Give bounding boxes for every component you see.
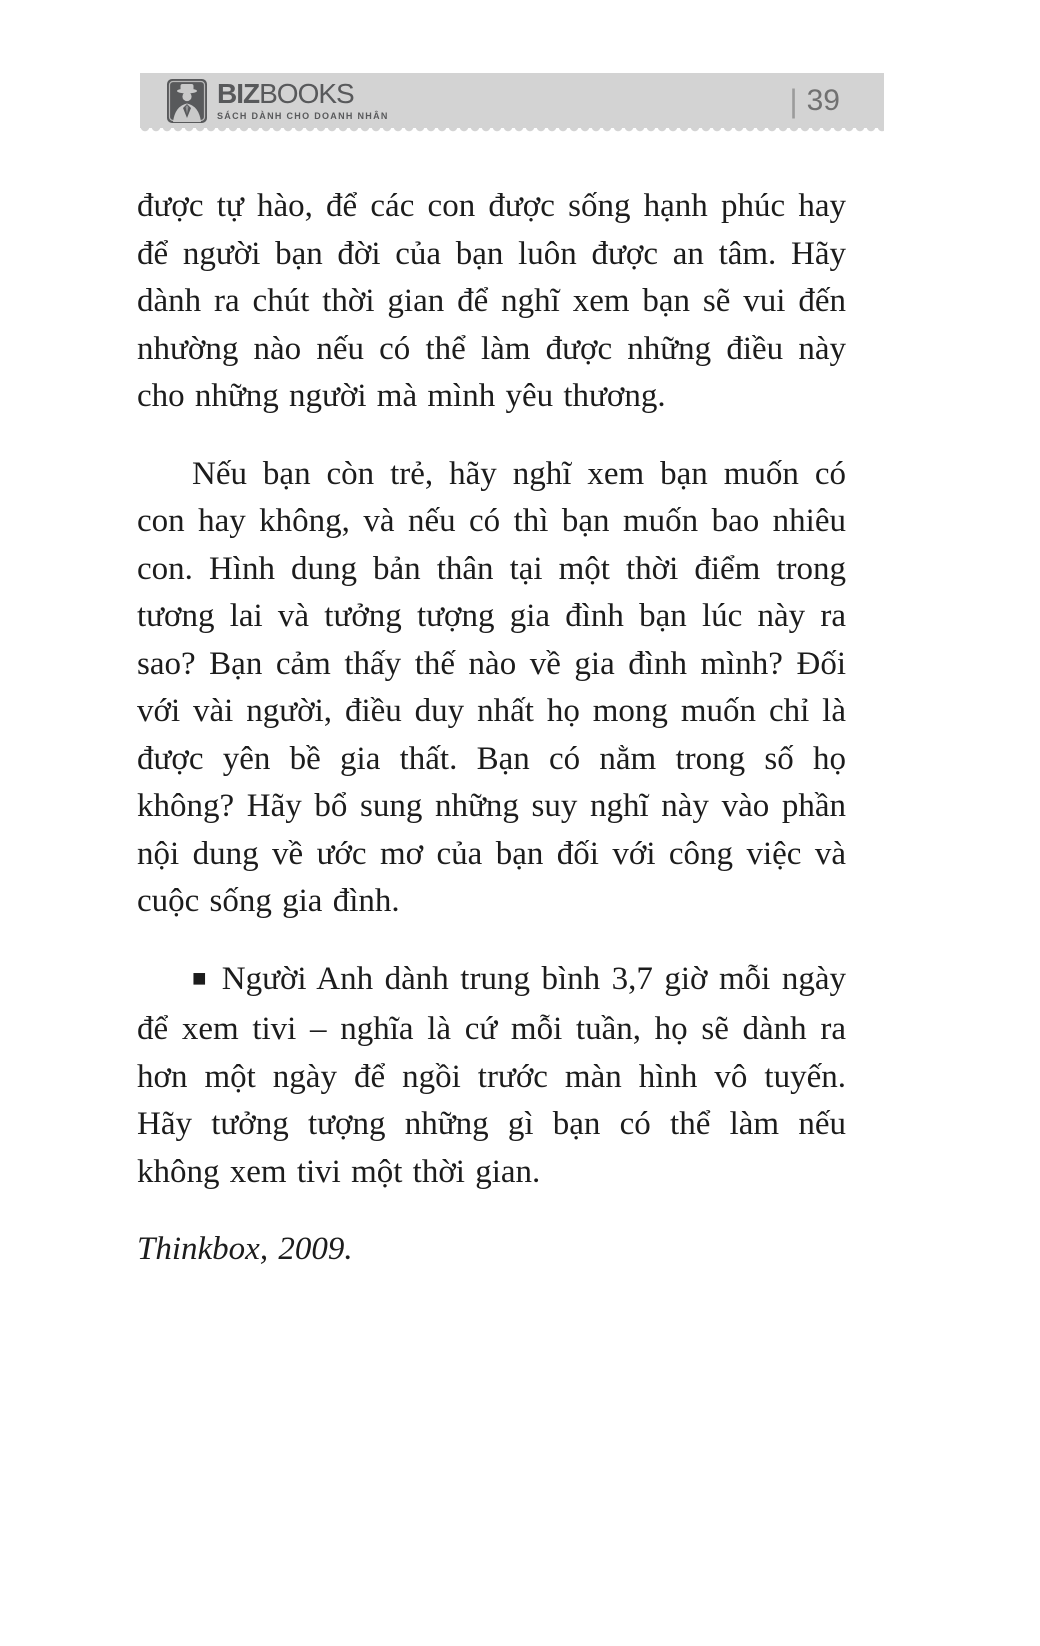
paragraph-2: Nếu bạn còn trẻ, hãy nghĩ xem bạn muốn có con hay không, và nếu có thì bạn muốn bao nhiêu con. Hình dung bản thân tại một thời điểm trong tương lai và tưởng tượng gia đình bạn lúc này ra sao? Bạn cảm thấy thế nào về gia đình mình? Đối với vài người, điều duy nhất họ mong muốn chỉ là được yên bề gia thất. Bạn có nằm trong số họ không? Hãy bổ sung những suy nghĩ này vào phần nội dung về ước mơ của bạn đối với công việc và cuộc sống gia đình. — [137, 455, 846, 919]
page-header-bar — [140, 73, 884, 128]
paragraph-3 — [137, 956, 846, 1197]
paragraph-3-text: Người Anh dành trung bình 3,7 giờ mỗi ngày để xem tivi – nghĩa là cứ mỗi tuần, họ sẽ dành ra hơn một ngày để ngồi trước màn hình vô tuyến. Hãy tưởng tượng những gì bạn có thể làm nếu không xem tivi một thời gian. — [137, 960, 846, 1190]
paragraph-1: được tự hào, để các con được sống hạnh phúc hay để người bạn đời của bạn luôn được an tâm. Hãy dành ra chút thời gian để nghĩ xem bạn sẽ vui đến nhường nào nếu có thể làm được những điều này cho những người mà mình yêu thương. — [137, 188, 846, 414]
brand-tagline: SÁCH DÀNH CHO DOANH NHÂN — [217, 111, 389, 121]
brand-name-bold: BIZ — [217, 78, 260, 109]
square-bullet-icon: ■ — [192, 965, 208, 992]
businessman-logo-icon — [166, 78, 208, 124]
publisher-logo — [166, 78, 389, 124]
page-number-separator: | — [789, 82, 798, 119]
page-number: 39 — [806, 83, 840, 117]
page-number-block — [789, 82, 840, 119]
brand-name-light: BOOKS — [259, 78, 354, 109]
brand-text — [217, 80, 389, 121]
body-text-column — [137, 183, 846, 1304]
citation-line: Thinkbox, 2009. — [137, 1231, 353, 1267]
brand-name — [217, 80, 389, 108]
